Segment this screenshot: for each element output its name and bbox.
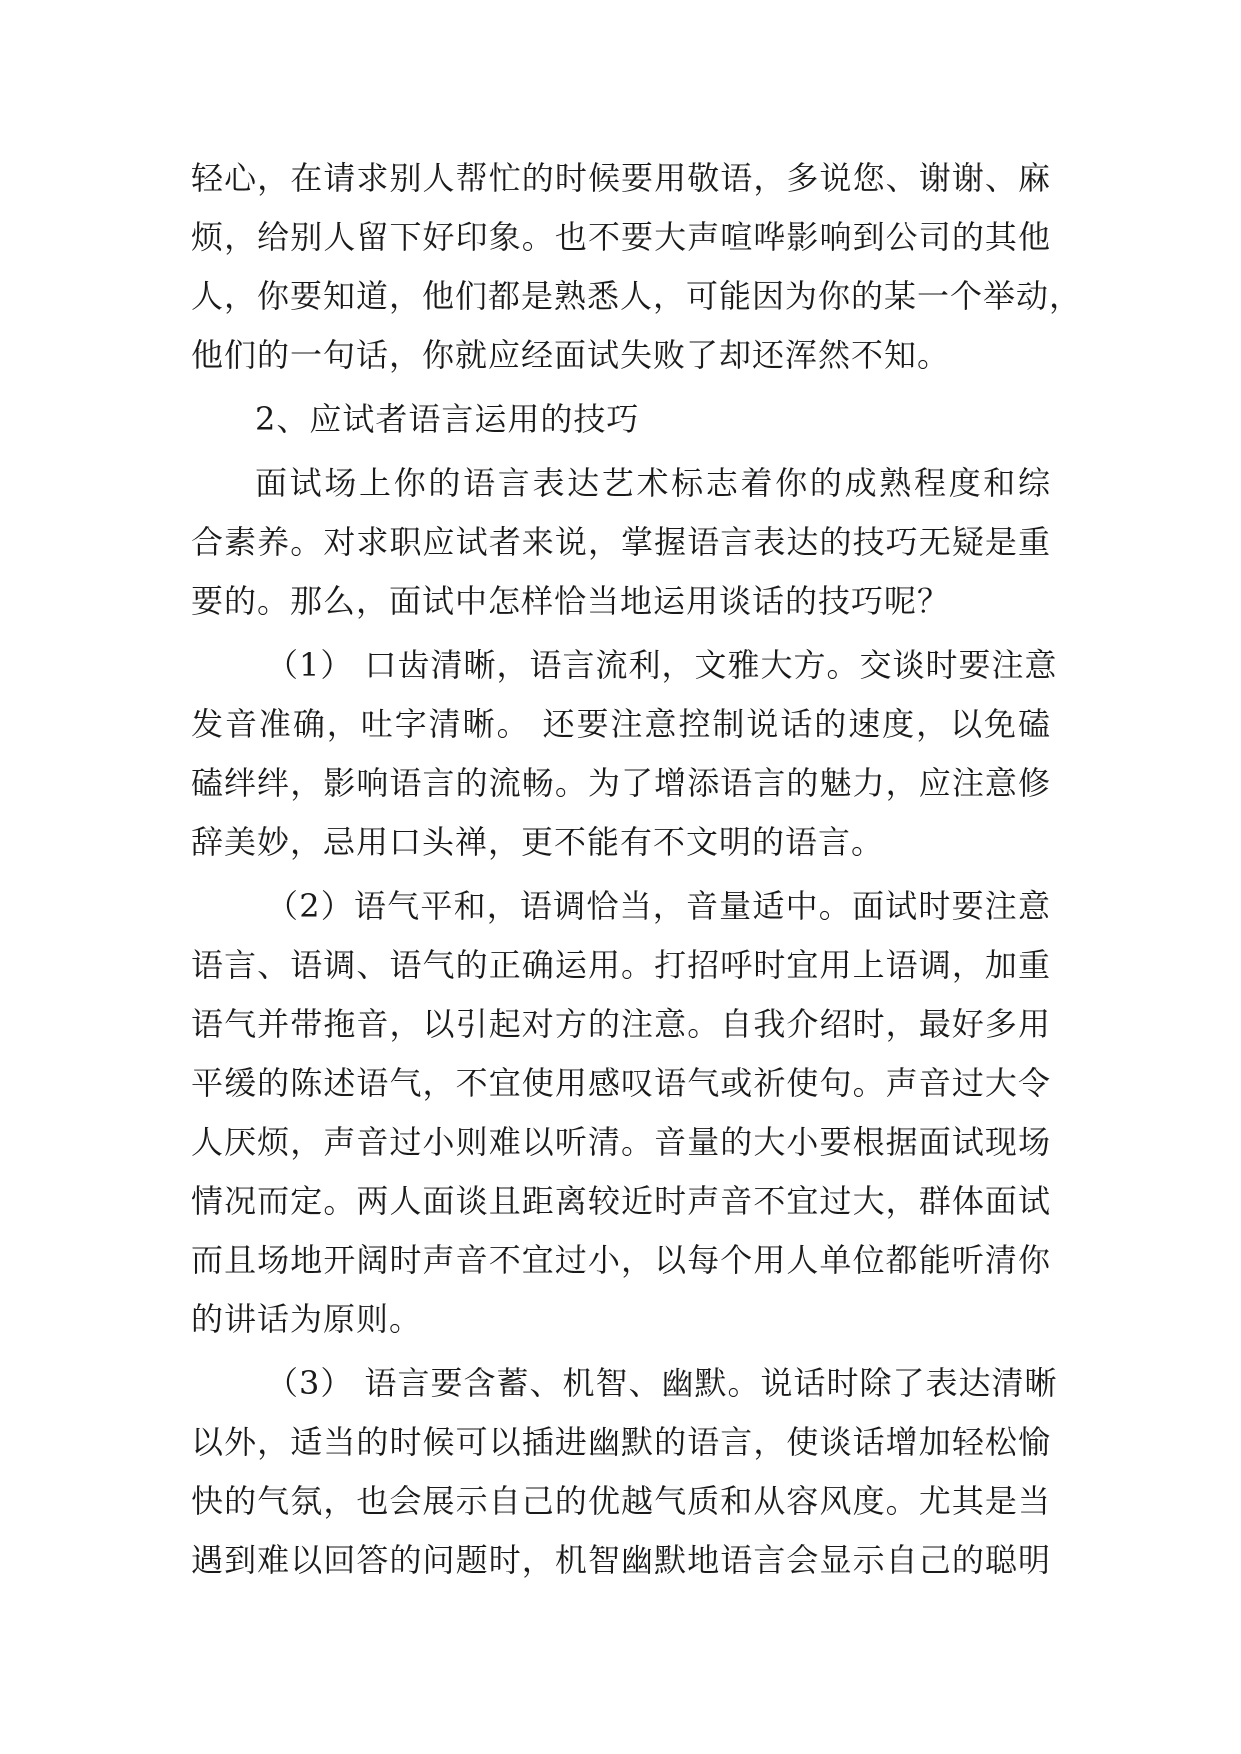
paragraph-line: 烦，给别人留下好印象。也不要大声喧哗影响到公司的其他 <box>191 218 1051 256</box>
paragraph-line: 情况而定。两人面谈且距离较近时声音不宜过大，群体面试 <box>191 1182 1051 1220</box>
paragraph-line: 人厌烦，声音过小则难以听清。音量的大小要根据面试现场 <box>191 1123 1051 1161</box>
paragraph-line: 面试场上你的语言表达艺术标志着你的成熟程度和综 <box>255 464 1051 502</box>
paragraph-line: 的讲话为原则。 <box>191 1300 423 1338</box>
paragraph-line: 辞美妙，忌用口头禅，更不能有不文明的语言。 <box>191 823 885 861</box>
paragraph-line: 要的。那么，面试中怎样恰当地运用谈话的技巧呢？ <box>191 582 951 620</box>
paragraph-line: 而且场地开阔时声音不宜过小，以每个用人单位都能听清你 <box>191 1241 1051 1279</box>
paragraph-line: 快的气氛，也会展示自己的优越气质和从容风度。尤其是当 <box>191 1482 1051 1520</box>
paragraph-line: 语气并带拖音，以引起对方的注意。自我介绍时，最好多用 <box>191 1005 1051 1043</box>
paragraph-line: 发音准确，吐字清晰。 还要注意控制说话的速度，以免磕 <box>191 705 1051 743</box>
paragraph-line: 磕绊绊，影响语言的流畅。为了增添语言的魅力，应注意修 <box>191 764 1051 802</box>
paragraph-line: 人，你要知道，他们都是熟悉人，可能因为你的某一个举动， <box>191 277 1083 315</box>
list-item-line: （3） 语言要含蓄、机智、幽默。说话时除了表达清晰 <box>266 1364 1058 1402</box>
paragraph-line: 平缓的陈述语气，不宜使用感叹语气或祈使句。声音过大令 <box>191 1064 1051 1102</box>
paragraph-line: 以外，适当的时候可以插进幽默的语言，使谈话增加轻松愉 <box>191 1423 1051 1461</box>
paragraph-line: 合素养。对求职应试者来说，掌握语言表达的技巧无疑是重 <box>191 523 1051 561</box>
paragraph-line: 语言、语调、语气的正确运用。打招呼时宜用上语调，加重 <box>191 946 1051 984</box>
paragraph-line: 他们的一句话，你就应经面试失败了却还浑然不知。 <box>191 336 951 374</box>
section-heading: 2、应试者语言运用的技巧 <box>255 400 640 438</box>
list-item-line: （2）语气平和，语调恰当，音量适中。面试时要注意 <box>266 887 1051 925</box>
list-item-line: （1） 口齿清晰，语言流利，文雅大方。交谈时要注意 <box>266 646 1058 684</box>
paragraph-line: 遇到难以回答的问题时，机智幽默地语言会显示自己的聪明 <box>191 1541 1051 1579</box>
paragraph-line: 轻心，在请求别人帮忙的时候要用敬语，多说您、谢谢、麻 <box>191 159 1051 197</box>
